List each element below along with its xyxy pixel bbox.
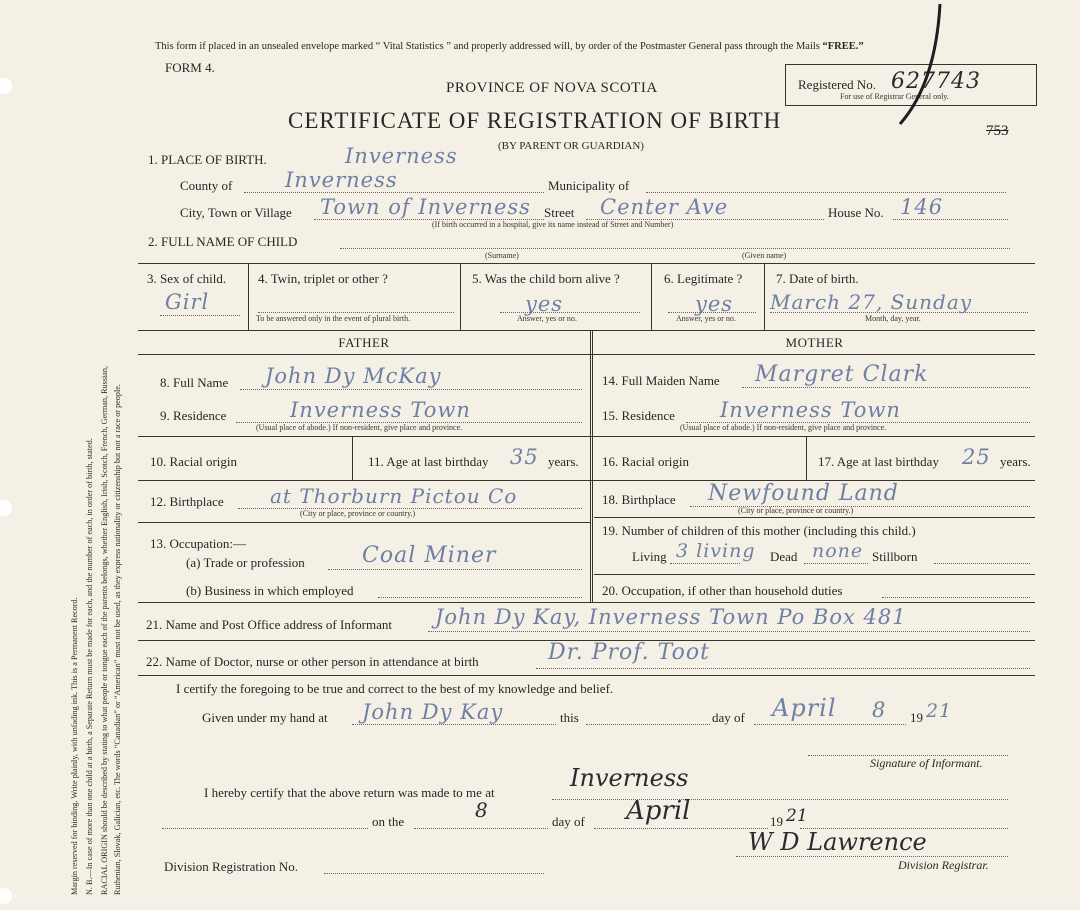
return-month-value: April	[626, 796, 691, 826]
mother-heading: MOTHER	[785, 335, 844, 350]
mother-name-value: Margret Clark	[755, 362, 929, 387]
alive-note: Answer, yes or no.	[517, 314, 577, 323]
father-birthplace-value: at Thorburn Pictou Co	[270, 484, 518, 508]
city-label: City, Town or Village	[180, 205, 292, 220]
side-note-racial-cont: Ruthenian, Slovak, Galician, etc. The words “Canadian” or “American” must not be used, as they express nationality or citizenship but not a race or people.	[113, 384, 122, 895]
punch-hole	[0, 78, 12, 94]
stillborn-label: Stillborn	[872, 549, 918, 564]
legitimate-value: yes	[695, 292, 734, 316]
sex-label: 3. Sex of child.	[147, 271, 227, 286]
punch-hole	[0, 888, 12, 904]
living-label: Living	[632, 549, 667, 564]
legitimate-label: 6. Legitimate ?	[664, 271, 743, 286]
surname-note: (Surname)	[485, 251, 519, 260]
sex-value: Girl	[165, 290, 210, 314]
registered-number: 627743	[891, 69, 981, 94]
mother-residence-label: 15. Residence	[602, 408, 675, 423]
signature-informant-label: Signature of Informant.	[870, 756, 983, 770]
given-at-value: John Dy Kay	[362, 700, 504, 724]
side-note-racial: RACIAL ORIGIN should be described by stating to what people or tongue each of the parents belongs, whether English, Irish, Scotch, French, German, Russian,	[100, 365, 109, 895]
twin-label: 4. Twin, triplet or other ?	[258, 271, 388, 286]
city-value: Town of Inverness	[320, 195, 531, 219]
house-label: House No.	[828, 205, 884, 220]
mother-name-label: 14. Full Maiden Name	[602, 373, 720, 388]
side-note-nb: N. B.—In case of more than one child at a birth, a Separate Return must be made for each, and the number of each, in order of birth, stated.	[85, 438, 94, 895]
mother-birthplace-label: 18. Birthplace	[602, 492, 676, 507]
trade-label: (a) Trade or profession	[186, 555, 305, 570]
hospital-note: (If birth occurred in a hospital, give its name instead of Street and Number)	[432, 220, 674, 229]
page-subtitle: (BY PARENT OR GUARDIAN)	[498, 140, 644, 152]
mother-birthplace-value: Newfound Land	[708, 481, 899, 506]
mother-residence-value: Inverness Town	[720, 398, 901, 422]
mother-years: years.	[1000, 454, 1031, 469]
municipality-label: Municipality of	[548, 178, 630, 193]
father-age-value: 35	[510, 445, 539, 469]
doctor-value: Dr. Prof. Toot	[548, 640, 710, 665]
division-registrar-label: Division Registrar.	[898, 858, 989, 872]
page-title: CERTIFICATE OF REGISTRATION OF BIRTH	[288, 108, 782, 133]
registrar-signature: W D Lawrence	[748, 828, 927, 856]
alive-label: 5. Was the child born alive ?	[472, 271, 620, 286]
county-label: County of	[180, 178, 233, 193]
father-race-label: 10. Racial origin	[150, 454, 238, 469]
alive-value: yes	[525, 292, 564, 316]
father-name-value: John Dy McKay	[265, 364, 442, 388]
mother-race-label: 16. Racial origin	[602, 454, 690, 469]
registered-note: For use of Registrar General only.	[840, 92, 949, 101]
twin-note: To be answered only in the event of plural birth.	[256, 314, 411, 323]
return-at-value: Inverness	[570, 764, 689, 792]
father-residence-note: (Usual place of abode.) If non-resident, give place and province.	[256, 423, 463, 432]
place-of-birth-value: Inverness	[345, 144, 458, 168]
father-residence-label: 9. Residence	[160, 408, 227, 423]
living-value: 3 living	[676, 540, 756, 562]
informant-label: 21. Name and Post Office address of Informant	[146, 617, 392, 632]
business-label: (b) Business in which employed	[186, 583, 354, 598]
province-heading: PROVINCE OF NOVA SCOTIA	[446, 80, 658, 96]
mother-residence-note: (Usual place of abode.) If non-resident, give place and province.	[680, 423, 887, 432]
given-day-value: 8	[872, 698, 887, 722]
date-label: 7. Date of birth.	[776, 271, 859, 286]
corner-mark: 753	[986, 123, 1009, 139]
pen-stroke	[880, 0, 960, 130]
registered-label: Registered No.	[798, 77, 876, 92]
postal-notice: This form if placed in an unsealed envelope marked “ Vital Statistics ” and properly addressed will, by order of the Postmaster General pass through the Mails “FREE.”	[155, 41, 864, 52]
date-value: March 27, Sunday	[770, 290, 973, 314]
given-year-prefix: 19	[910, 710, 923, 725]
trade-value: Coal Miner	[362, 543, 497, 568]
father-years: years.	[548, 454, 579, 469]
street-label: Street	[544, 205, 575, 220]
date-note: Month, day, year.	[865, 314, 921, 323]
on-the-label: on the	[372, 814, 405, 829]
father-residence-value: Inverness Town	[290, 398, 471, 422]
side-note-margin: Margin reserved for binding. Write plainly, with unfading ink. This is a Permanent Record.	[70, 597, 79, 895]
given-month-value: April	[772, 694, 837, 722]
form-number: FORM 4.	[165, 60, 215, 75]
given-under-label: Given under my hand at	[202, 710, 328, 725]
father-age-label: 11. Age at last birthday	[368, 454, 489, 469]
given-name-note: (Given name)	[742, 251, 787, 260]
day-of-label: day of	[712, 710, 745, 725]
father-occupation-label: 13. Occupation:—	[150, 536, 247, 551]
day-of2-label: day of	[552, 814, 585, 829]
father-birthplace-note: (City or place, province or country.)	[300, 509, 416, 518]
father-heading: FATHER	[338, 335, 390, 350]
child-name-label: 2. FULL NAME OF CHILD	[148, 234, 298, 249]
street-value: Center Ave	[600, 195, 729, 219]
punch-hole	[0, 500, 12, 516]
return-year-suffix: 21	[786, 806, 808, 826]
county-value: Inverness	[285, 168, 398, 192]
return-year-prefix: 19	[770, 814, 783, 829]
division-registration-label: Division Registration No.	[164, 859, 298, 874]
given-year-suffix: 21	[926, 700, 953, 722]
father-name-label: 8. Full Name	[160, 375, 229, 390]
mother-age-label: 17. Age at last birthday	[818, 454, 939, 469]
certify-statement: I certify the foregoing to be true and correct to the best of my knowledge and belief.	[176, 681, 614, 696]
return-label: I hereby certify that the above return was made to me at	[204, 785, 495, 800]
mother-occupation-label: 20. Occupation, if other than household duties	[602, 583, 843, 598]
dead-label: Dead	[770, 549, 798, 564]
legitimate-note: Answer, yes or no.	[676, 314, 736, 323]
mother-age-value: 25	[962, 445, 991, 469]
father-birthplace-label: 12. Birthplace	[150, 494, 224, 509]
this-label: this	[560, 710, 579, 725]
informant-value: John Dy Kay, Inverness Town Po Box 481	[435, 605, 907, 629]
house-value: 146	[900, 195, 944, 219]
mother-birthplace-note: (City or place, province or country.)	[738, 506, 854, 515]
dead-value: none	[812, 540, 864, 562]
on-day-value: 8	[475, 798, 488, 822]
children-count-label: 19. Number of children of this mother (including this child.)	[602, 523, 916, 538]
doctor-label: 22. Name of Doctor, nurse or other person in attendance at birth	[146, 654, 479, 669]
place-of-birth-label: 1. PLACE OF BIRTH.	[148, 152, 267, 167]
